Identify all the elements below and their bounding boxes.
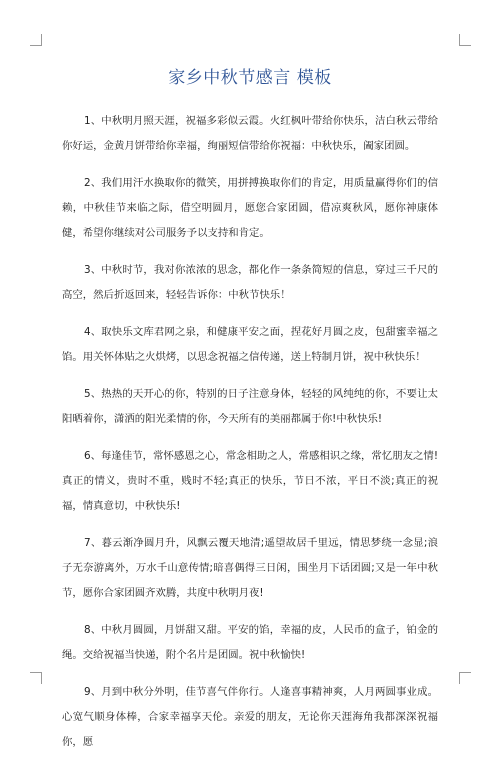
- paragraph-5: 5、热热的天开心的你，特别的日子注意身体，轻轻的风纯纯的你，不要让太阳晒着你，潇洒的阳光柔情的你，今天所有的美丽都属于你!中秋快乐!: [62, 388, 438, 425]
- document-body: [62, 109, 438, 767]
- page-corner-mark-bottom-left: [30, 672, 42, 684]
- paragraph-6: 6、每逢佳节，常怀感恩之心，常念相助之人，常感相识之缘，常忆朋友之情!真正的情义，贵时不重，贱时不轻;真正的快乐，节日不浓，平日不淡;真正的祝福，情真意切，中秋快乐!: [62, 450, 438, 512]
- page-corner-mark-top-left: [30, 34, 42, 46]
- paragraph-2: 2、我们用汗水换取你的微笑，用拼搏换取你们的肯定，用质量赢得你们的信赖，中秋佳节来临之际，借空明圆月，愿您合家团圆，借凉爽秋风，愿你神康体健，希望你继续对公司服务予以支持和肯定。: [62, 177, 438, 239]
- paragraph-1: 1、中秋明月照天涯，祝福多彩似云霞。火红枫叶带给你快乐，洁白秋云带给你好运，金黄月饼带给你幸福，绚丽短信带给你祝福：中秋快乐，阖家团圆。: [62, 115, 438, 152]
- document-title: 家乡中秋节感言 模板: [168, 68, 332, 88]
- paragraph-4: 4、取快乐文库君网之泉，和健康平安之面，捏花好月圆之皮，包甜蜜幸福之馅。用关怀体贴之火烘烤，以思念祝福之信传递，送上特制月饼，祝中秋快乐！: [62, 326, 438, 363]
- page-corner-mark-bottom-right: [459, 672, 471, 684]
- paragraph-9: 9、月到中秋分外明，佳节喜气伴你行。人逢喜事精神爽，人月两圆事业成。心宽气顺身体棒，合家幸福享天伦。亲爱的朋友，无论你天涯海角我都深深祝福你，愿: [62, 686, 438, 748]
- paragraph-3: 3、中秋时节，我对你浓浓的思念，都化作一条条简短的信息，穿过三千尺的高空，然后折返回来，轻轻告诉你：中秋节快乐！: [62, 264, 438, 301]
- page-corner-mark-top-right: [459, 34, 471, 46]
- paragraph-7: 7、暮云渐净圆月升，风飘云覆天地清;遥望故居千里远，情思梦绕一念显;浪子无奈游离外，万水千山意传情;暗喜偶得三日闲，围坐月下话团圆;又是一年中秋节，愿你合家团圆齐欢腾，共度中秋明月夜!: [62, 537, 438, 599]
- paragraph-8: 8、中秋月圆圆，月饼甜又甜。平安的馅，幸福的皮，人民币的盒子，铂金的绳。交给祝福当快递，附个名片是团圆。祝中秋愉快!: [62, 624, 438, 661]
